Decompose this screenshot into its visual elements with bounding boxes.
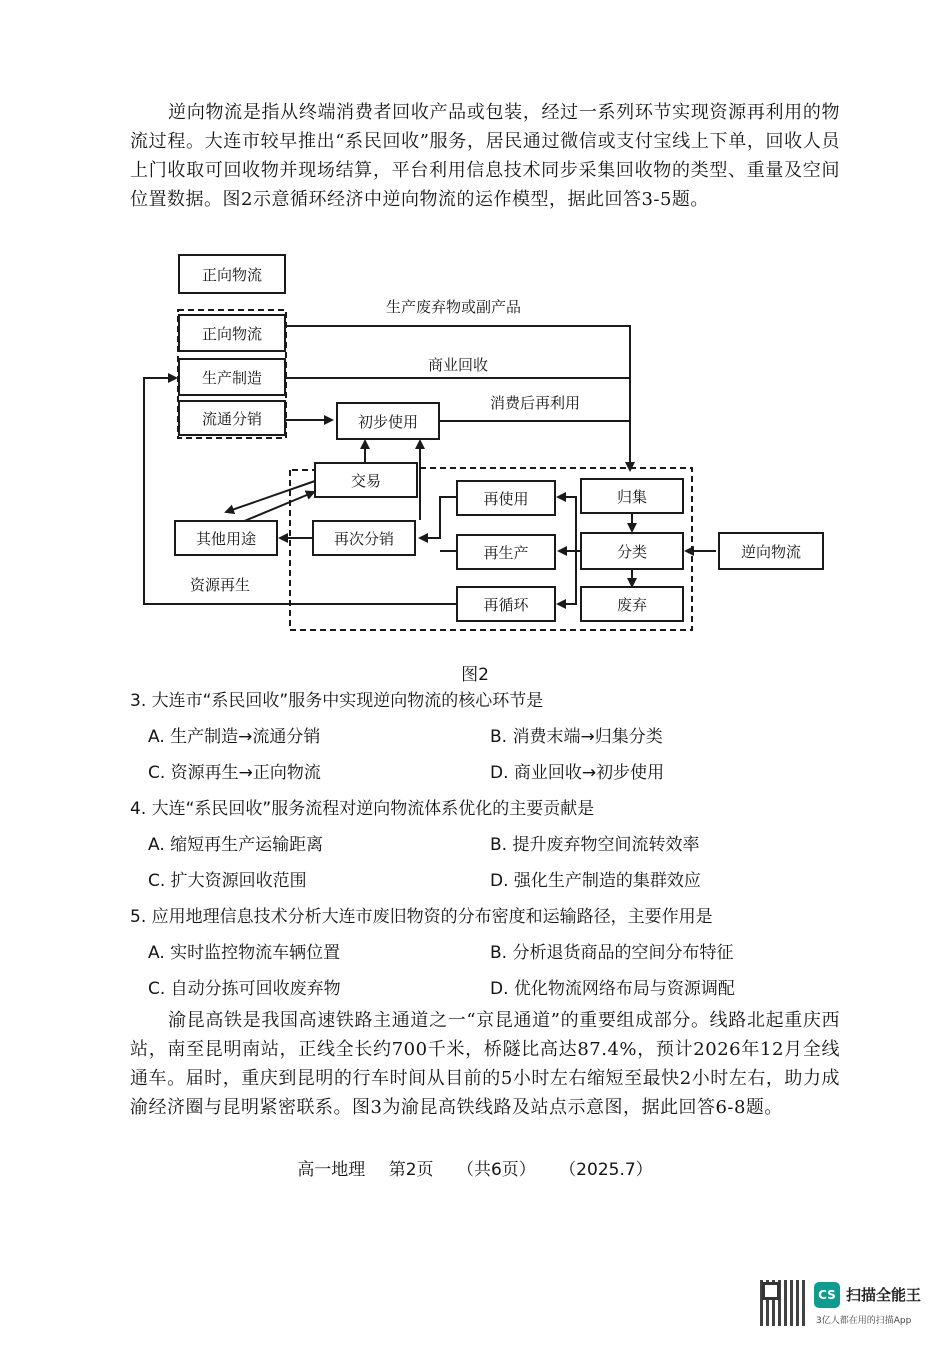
label-waste-byproducts: 生产废弃物或副产品 bbox=[386, 298, 522, 316]
rail-paragraph bbox=[130, 1006, 840, 1122]
qr-code-icon bbox=[760, 1280, 806, 1326]
box-trade: 交易 bbox=[314, 462, 418, 498]
cs-logo-icon: CS bbox=[814, 1282, 840, 1308]
question-5-option-c: C. 自动分拣可回收废弃物 bbox=[148, 979, 341, 999]
box-other-use: 其他用途 bbox=[174, 520, 278, 556]
box-forward-logistics: 正向物流 bbox=[178, 314, 286, 352]
question-3-option-b: B. 消费末端→归集分类 bbox=[490, 727, 663, 747]
footer-total: （共6页） bbox=[456, 1160, 536, 1180]
scanner-watermark bbox=[760, 1280, 940, 1330]
label-commercial-recovery: 商业回收 bbox=[428, 356, 489, 374]
question-3-stem: 3. 大连市“系民回收”服务中实现逆向物流的核心环节是 bbox=[130, 691, 544, 711]
box-manufacturing: 生产制造 bbox=[178, 358, 286, 396]
question-3-option-d: D. 商业回收→初步使用 bbox=[490, 763, 665, 783]
question-5-option-d: D. 优化物流网络布局与资源调配 bbox=[490, 979, 735, 999]
question-4-stem: 4. 大连“系民回收”服务流程对逆向物流体系优化的主要贡献是 bbox=[130, 799, 595, 819]
reverse-logistics-diagram bbox=[130, 244, 850, 644]
watermark-title: 扫描全能王 bbox=[846, 1286, 922, 1304]
intro-text: 逆向物流是指从终端消费者回收产品或包装，经过一系列环节实现资源再利用的物流过程。大连市较早推出“系民回收”服务，居民通过微信或支付宝线上下单，回收人员上门收取可回收物并现场结算，平台利用信息技术同步采集回收物的类型、重量及空间位置数据。图2示意循环经济中逆向物流的运作模型，据此回答3-5题。 bbox=[130, 102, 840, 210]
box-collect: 归集 bbox=[580, 478, 684, 514]
label-resource-regeneration: 资源再生 bbox=[190, 576, 251, 594]
figure-caption: 图2 bbox=[461, 665, 489, 685]
box-classify: 分类 bbox=[580, 532, 684, 570]
box-recycle: 再循环 bbox=[456, 586, 556, 622]
box-remanufacture: 再生产 bbox=[456, 534, 556, 570]
box-reverse-logistics: 逆向物流 bbox=[718, 532, 824, 570]
box-discard: 废弃 bbox=[580, 586, 684, 622]
box-redistribution: 再次分销 bbox=[312, 520, 416, 556]
question-3-option-c: C. 资源再生→正向物流 bbox=[148, 763, 321, 783]
question-5-option-b: B. 分析退货商品的空间分布特征 bbox=[490, 943, 734, 963]
footer-page: 第2页 bbox=[388, 1160, 434, 1180]
box-forward-logistics-top: 正向物流 bbox=[178, 254, 286, 294]
footer-date: （2025.7） bbox=[559, 1160, 653, 1180]
page-footer bbox=[0, 1155, 950, 1180]
question-4-option-b: B. 提升废弃物空间流转效率 bbox=[490, 835, 700, 855]
intro-paragraph bbox=[130, 98, 840, 214]
question-4-option-c: C. 扩大资源回收范围 bbox=[148, 871, 307, 891]
box-initial-use: 初步使用 bbox=[336, 402, 440, 440]
question-4-option-d: D. 强化生产制造的集群效应 bbox=[490, 871, 701, 891]
watermark-subtitle: 3亿人都在用的扫描App bbox=[816, 1316, 912, 1326]
question-3-option-a: A. 生产制造→流通分销 bbox=[148, 727, 321, 747]
footer-subject: 高一地理 bbox=[297, 1160, 366, 1180]
question-4-option-a: A. 缩短再生产运输距离 bbox=[148, 835, 324, 855]
rail-text: 渝昆高铁是我国高速铁路主通道之一“京昆通道”的重要组成部分。线路北起重庆西站，南至昆明南站，正线全长约700千米，桥隧比高达87.4%，预计2026年12月全线通车。届时，重庆到昆明的行车时间从目前的5小时左右缩短至最快2小时左右，助力成渝经济圈与昆明紧密联系。图3为渝昆高铁线路及站点示意图，据此回答6-8题。 bbox=[130, 1010, 840, 1118]
label-post-consumer-reuse: 消费后再利用 bbox=[490, 394, 581, 412]
question-5-option-a: A. 实时监控物流车辆位置 bbox=[148, 943, 341, 963]
question-5-stem: 5. 应用地理信息技术分析大连市废旧物资的分布密度和运输路径，主要作用是 bbox=[130, 907, 713, 927]
box-distribution: 流通分销 bbox=[178, 400, 286, 436]
box-reuse: 再使用 bbox=[456, 480, 556, 516]
